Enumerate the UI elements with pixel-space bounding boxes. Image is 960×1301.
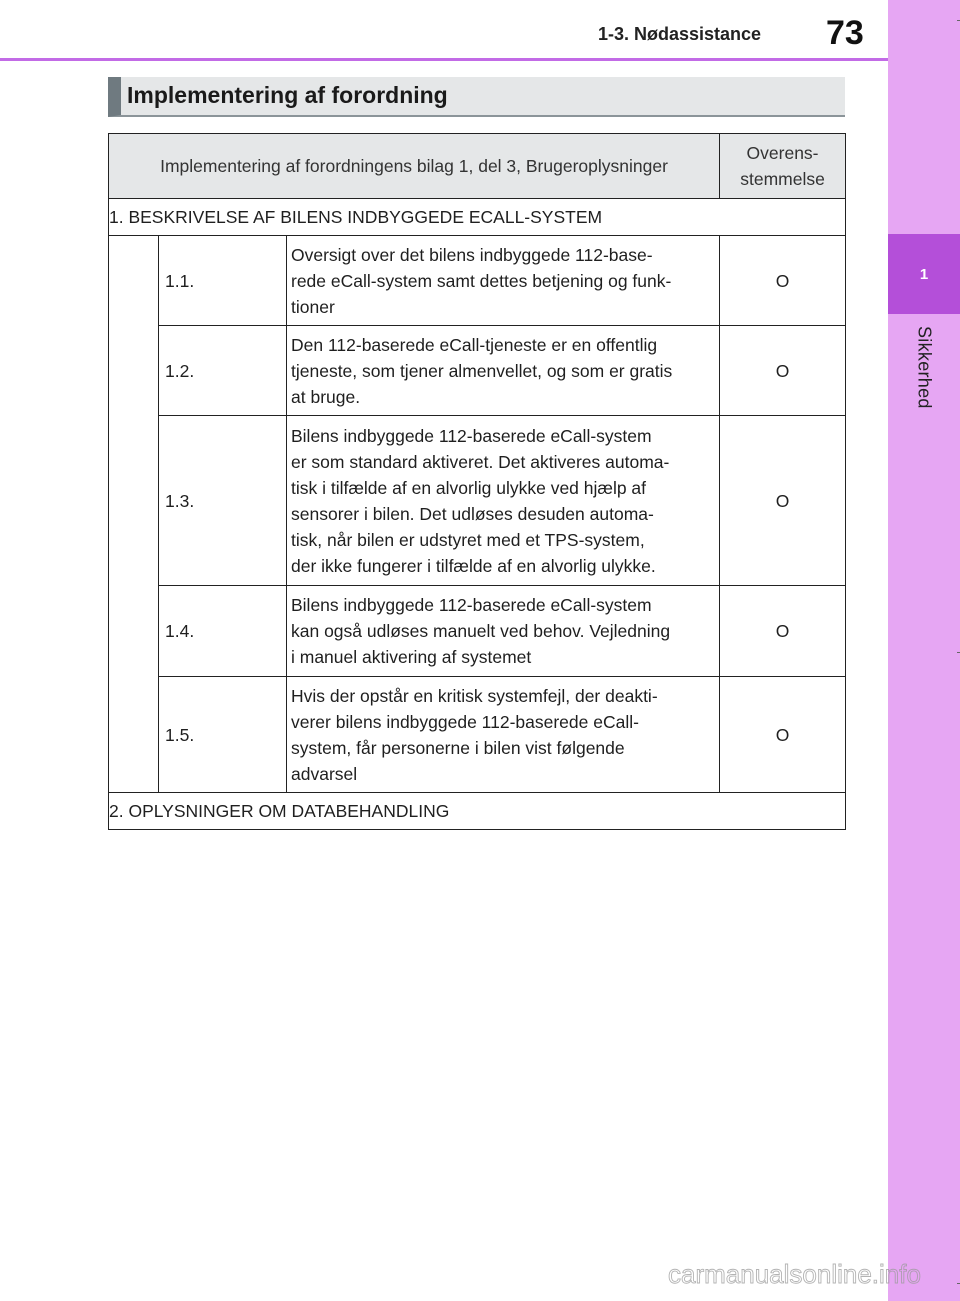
page-number: 73 (826, 14, 864, 52)
chapter-tab[interactable] (888, 234, 960, 314)
section-heading-text: Implementering af forordning (127, 82, 448, 108)
row-text: Den 112-baserede eCall-tjeneste er en offentlig tjeneste, som tjener almenvellet, og som er gratis at bruge. (287, 326, 720, 416)
table-row (109, 416, 846, 586)
row-conformity-mark: O (720, 236, 846, 326)
row-number: 1.5. (159, 677, 287, 793)
row-text: Hvis der opstår en kritisk systemfejl, der deakti- verer bilens indbyggede 112-baserede eCall- system, får personerne i bilen vist følgende advarsel (287, 677, 720, 793)
chapter-number: 1 (919, 265, 929, 283)
row-conformity-mark: O (720, 326, 846, 416)
section-row (109, 199, 846, 236)
table-header-row (109, 134, 846, 199)
row-number: 1.4. (159, 586, 287, 677)
chapter-label (888, 326, 960, 426)
row-number: 1.1. (159, 236, 287, 326)
chapter-label-text: Sikkerhed (914, 326, 935, 409)
svg-text:carmanualsonline.info: carmanualsonline.info (668, 1259, 921, 1289)
section-row (109, 793, 846, 830)
row-conformity-mark: O (720, 416, 846, 586)
section-1-title: 1. BESKRIVELSE AF BILENS INDBYGGEDE ECALL-SYSTEM (109, 199, 846, 236)
table-row (109, 677, 846, 793)
header-divider (0, 58, 888, 61)
row-text: Bilens indbyggede 112-baserede eCall-system er som standard aktiveret. Det aktiveres automa- tisk i tilfælde af en alvorlig ulykke ved hjælp af sensorer i bilen. Det udløses desuden automa- tisk, når bilen er udstyret med et TPS-system, der ikke fungerer i tilfælde af en alvorlig ulykke. (287, 416, 720, 586)
indent-cell (109, 236, 159, 793)
section-title: 1-3. Nødassistance (598, 24, 762, 44)
column-header-conformity: Overens- stemmelse (720, 134, 846, 199)
regulation-table (108, 133, 846, 830)
section-heading (108, 77, 845, 117)
column-header-description: Implementering af forordningens bilag 1, del 3, Brugeroplysninger (109, 134, 720, 199)
table-row (109, 236, 846, 326)
chapter-side-strip (888, 0, 960, 1301)
section-2-title: 2. OPLYSNINGER OM DATABEHANDLING (109, 793, 846, 830)
row-conformity-mark: O (720, 677, 846, 793)
row-conformity-mark: O (720, 586, 846, 677)
row-text: Oversigt over det bilens indbyggede 112-base- rede eCall-system samt dettes betjening og funk- tioner (287, 236, 720, 326)
table-row (109, 326, 846, 416)
row-text: Bilens indbyggede 112-baserede eCall-system kan også udløses manuelt ved behov. Vejledning i manuel aktivering af systemet (287, 586, 720, 677)
row-number: 1.3. (159, 416, 287, 586)
table-row (109, 586, 846, 677)
row-number: 1.2. (159, 326, 287, 416)
